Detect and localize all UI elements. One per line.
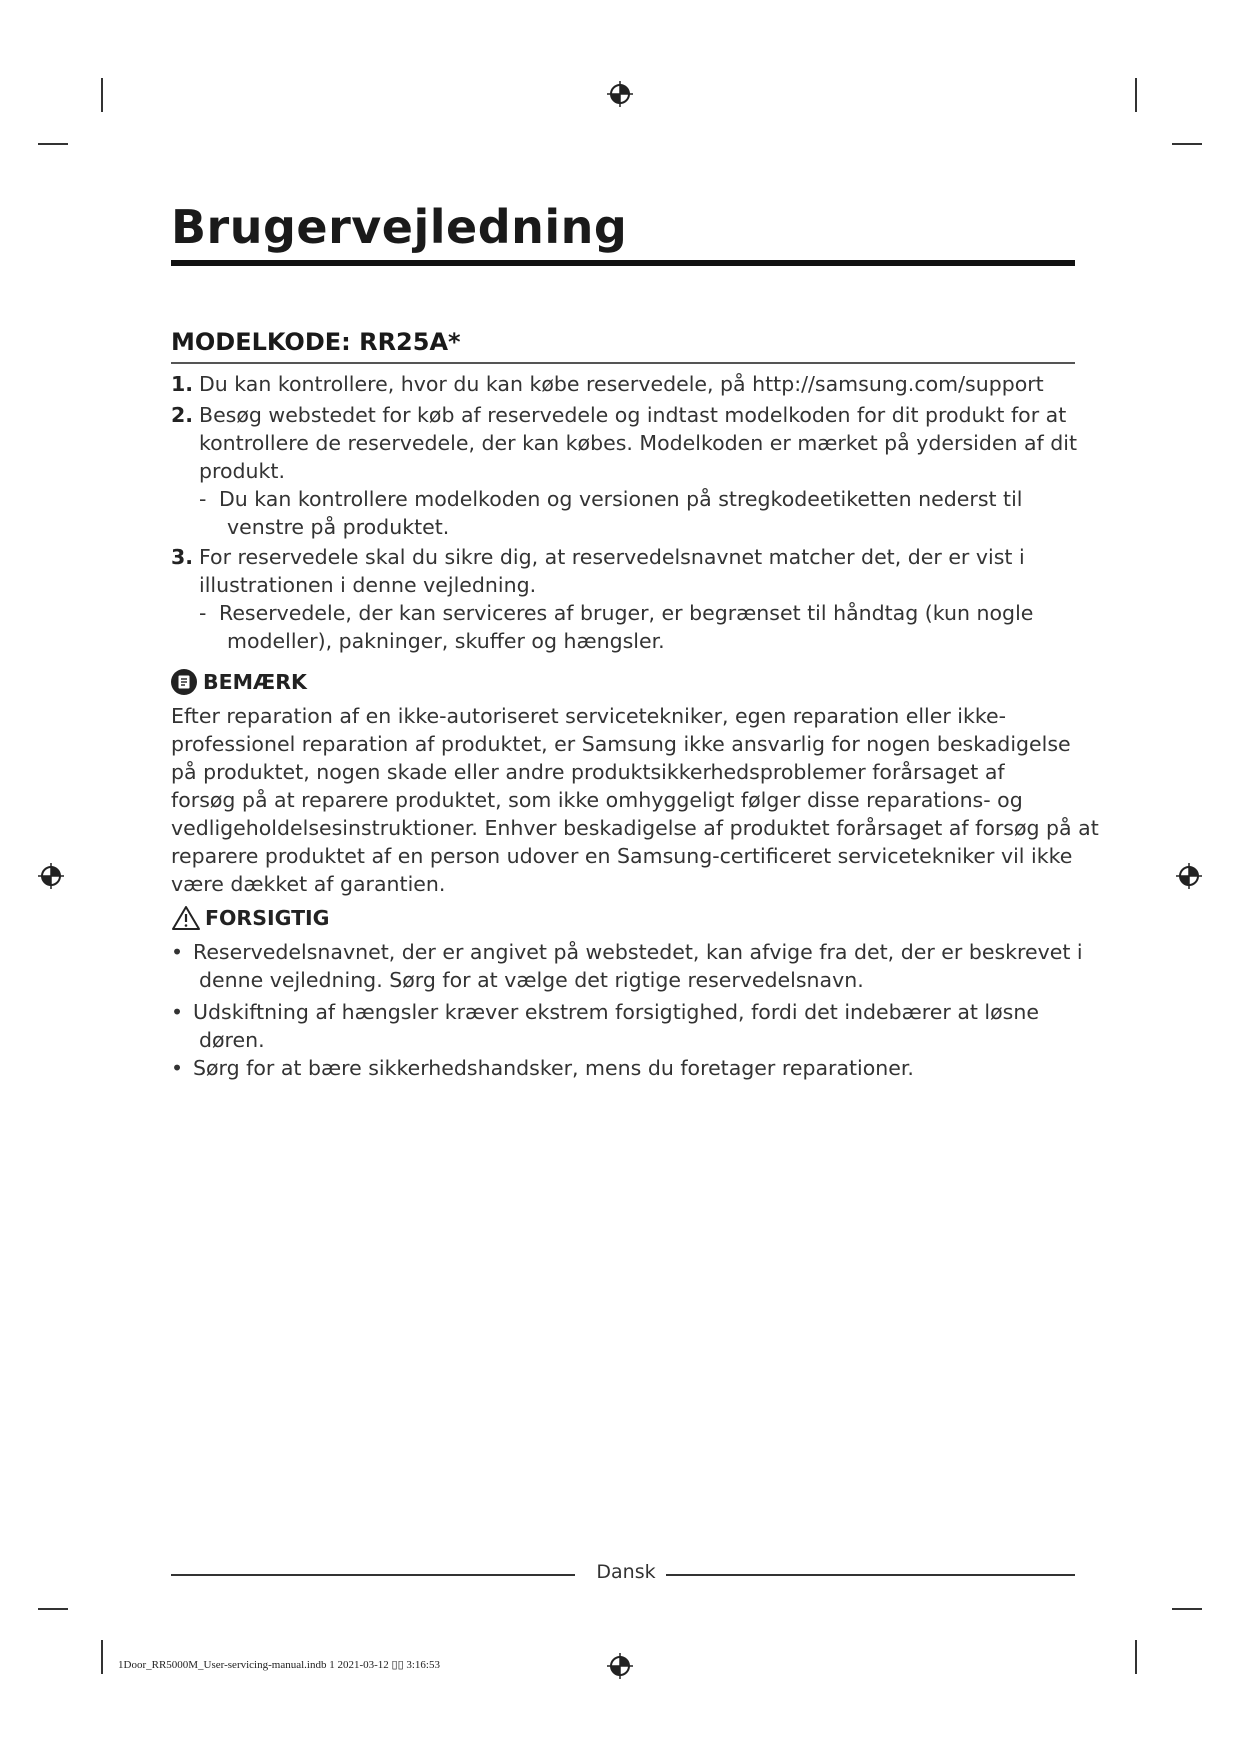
crop-mark-right-top	[1172, 143, 1202, 145]
item-number: 2.	[171, 403, 194, 427]
registration-mark-icon	[607, 81, 633, 107]
sub-item-2	[199, 485, 1069, 541]
bullet-line: denne vejledning. Sørg for at vælge det rigtige reservedelsnavn.	[199, 968, 864, 992]
sub-line: Du kan kontrollere modelkoden og versionen på stregkodeetiketten nederst til	[219, 487, 1023, 511]
crop-mark-top-left	[101, 78, 103, 112]
section-rule	[171, 362, 1075, 364]
note-line: reparere produktet af en person udover en Samsung-certificeret servicetekniker vil ikke	[171, 844, 1073, 868]
dash-marker: -	[199, 487, 207, 511]
item-number: 3.	[171, 545, 194, 569]
sub-line: Reservedele, der kan serviceres af bruger, er begrænset til håndtag (kun nogle	[219, 601, 1034, 625]
crop-mark-top-right	[1135, 78, 1137, 112]
numbered-item-1	[171, 370, 1075, 398]
note-line: Efter reparation af en ikke-autoriseret servicetekniker, egen reparation eller ikke-	[171, 704, 1006, 728]
bullet-line: Sørg for at bære sikkerhedshandsker, mens du foretager reparationer.	[193, 1056, 914, 1080]
note-heading	[171, 668, 307, 696]
crop-mark-bottom-left	[101, 1640, 103, 1674]
item-line: illustrationen i denne vejledning.	[199, 573, 537, 597]
item-line: kontrollere de reservedele, der kan købes. Modelkoden er mærket på ydersiden af dit	[199, 431, 1077, 455]
crop-mark-right-bottom	[1172, 1608, 1202, 1610]
numbered-item-3	[171, 543, 1075, 599]
page-title: Brugervejledning	[171, 200, 628, 254]
footer-rule-right	[666, 1574, 1075, 1576]
note-line: forsøg på at reparere produktet, som ikke omhyggeligt følger disse reparations- og	[171, 788, 1023, 812]
registration-mark-icon	[38, 863, 64, 889]
title-rule	[171, 260, 1075, 266]
note-paragraph	[171, 702, 1099, 898]
caution-heading	[171, 904, 330, 932]
caution-bullet-1	[171, 938, 1083, 994]
numbered-item-2	[171, 401, 1075, 485]
note-line: vedligeholdelsesinstruktioner. Enhver beskadigelse af produktet forårsaget af forsøg på at	[171, 816, 1099, 840]
caution-heading-label: FORSIGTIG	[205, 906, 330, 930]
crop-mark-left-bottom	[38, 1608, 68, 1610]
item-line: produkt.	[199, 459, 285, 483]
bullet-mark: •	[171, 1056, 184, 1080]
item-line: Besøg webstedet for køb af reservedele og indtast modelkoden for dit produkt for at	[199, 403, 1067, 427]
footer-language: Dansk	[596, 1561, 656, 1583]
bullet-mark: •	[171, 1000, 184, 1024]
note-line: professionel reparation af produktet, er Samsung ikke ansvarlig for nogen beskadigelse	[171, 732, 1071, 756]
bullet-mark: •	[171, 940, 184, 964]
crop-mark-left-top	[38, 143, 68, 145]
section-heading: MODELKODE: RR25A*	[171, 328, 461, 356]
sub-line: venstre på produktet.	[227, 515, 450, 539]
caution-bullet-2	[171, 998, 1071, 1054]
note-icon	[171, 669, 197, 695]
note-line: på produktet, nogen skade eller andre produktsikkerhedsproblemer forårsaget af	[171, 760, 1005, 784]
bullet-line: Udskiftning af hængsler kræver ekstrem forsigtighed, fordi det indebærer at løsne	[193, 1000, 1039, 1024]
dash-marker: -	[199, 601, 207, 625]
item-line: For reservedele skal du sikre dig, at reservedelsnavnet matcher det, der er vist i	[199, 545, 1025, 569]
registration-mark-icon	[607, 1653, 633, 1679]
item-line: Du kan kontrollere, hvor du kan købe reservedele, på http://samsung.com/support	[199, 372, 1044, 396]
registration-mark-icon	[1176, 863, 1202, 889]
warning-triangle-icon	[171, 905, 201, 931]
bullet-line: døren.	[199, 1028, 265, 1052]
print-slug: 1Door_RR5000M_User-servicing-manual.indb 1 2021-03-12 ▯▯ 3:16:53	[118, 1659, 440, 1671]
caution-bullet-3	[171, 1054, 1071, 1082]
crop-mark-bottom-right	[1135, 1640, 1137, 1674]
sub-line: modeller), pakninger, skuffer og hængsler.	[227, 629, 665, 653]
item-number: 1.	[171, 372, 194, 396]
note-heading-label: BEMÆRK	[203, 670, 307, 694]
footer-rule-left	[171, 1574, 575, 1576]
bullet-line: Reservedelsnavnet, der er angivet på webstedet, kan afvige fra det, der er beskrevet i	[193, 940, 1083, 964]
sub-item-3	[199, 599, 1069, 655]
note-line: være dækket af garantien.	[171, 872, 446, 896]
